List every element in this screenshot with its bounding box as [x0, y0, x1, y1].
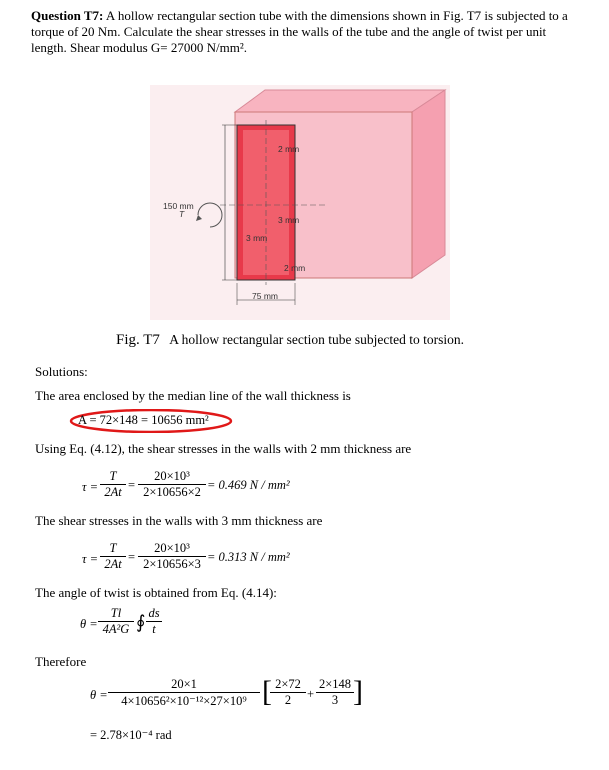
stress3-result: = 0.313 N / mm²	[207, 550, 290, 564]
twist-den: 4A²G	[102, 622, 130, 636]
twist-frac	[98, 606, 134, 637]
bracket-frac2	[316, 677, 354, 708]
solutions-heading: Solutions:	[35, 364, 88, 379]
caption-label: Fig. T7	[116, 332, 160, 348]
stress3-frac2	[138, 541, 206, 572]
twist-calc-lhs: θ =	[90, 688, 108, 702]
stress3-f1-num: T	[100, 541, 126, 557]
question-text: A hollow rectangular section tube with the dimensions shown in Fig. T7 is subjected to a torque of 20 Nm. Calculate the shear stresses in the walls of the tube and the angle of twist per unit length. Shear modulus G= 27000 N/mm².	[31, 8, 568, 55]
figure-tube	[150, 85, 450, 320]
bracket-frac1	[270, 677, 306, 708]
area-equation: A = 72×148 = 10656 mm²	[78, 413, 209, 427]
twist-lhs: θ =	[80, 617, 98, 631]
stress2-intro: Using Eq. (4.12), the shear stresses in the walls with 2 mm thickness are	[35, 441, 412, 456]
stress2-f1-den: 2At	[104, 485, 122, 499]
stress3-frac1	[100, 541, 126, 572]
dim-label-75mm: 75 mm	[252, 291, 278, 301]
stress2-result: = 0.469 N / mm²	[207, 478, 290, 492]
integral-frac	[146, 606, 162, 637]
final-result: = 2.78×10⁻⁴ rad	[90, 728, 172, 742]
twist-calc-frac	[108, 677, 260, 709]
dim-label-bottom-2mm: 2 mm	[284, 263, 306, 273]
contour-integral: ∮	[136, 612, 146, 632]
twist-formula	[80, 606, 280, 642]
stress2-lhs: τ =	[82, 480, 99, 494]
stress2-f2-num: 20×10³	[138, 469, 206, 485]
question-paragraph	[31, 8, 579, 56]
bracket-frac1-den: 2	[284, 693, 292, 707]
torque-label: T	[179, 209, 185, 219]
bracket-frac2-num: 2×148	[316, 677, 354, 693]
area-intro: The area enclosed by the median line of the wall thickness is	[35, 388, 351, 403]
dim-label-right-3mm: 3 mm	[278, 215, 300, 225]
stress2-frac1	[100, 469, 126, 500]
stress3-lhs: τ =	[82, 552, 99, 566]
twist-calc-den: 4×10656²×10⁻¹²×27×10⁹	[121, 694, 247, 708]
stress2-f1-num: T	[100, 469, 126, 485]
caption-text: A hollow rectangular section tube subjected to torsion.	[169, 332, 464, 347]
twist-calc-num: 20×1	[108, 677, 260, 693]
dim-label-top-2mm: 2 mm	[278, 144, 300, 154]
stress3-f1-den: 2At	[104, 557, 122, 571]
twist-intro: The angle of twist is obtained from Eq. (4.14):	[35, 585, 277, 600]
dim-label-left-3mm: 3 mm	[246, 233, 268, 243]
stress3-f2-num: 20×10³	[138, 541, 206, 557]
stress3-intro: The shear stresses in the walls with 3 mm thickness are	[35, 513, 323, 528]
stress2-f2-den: 2×10656×2	[143, 485, 201, 499]
twist-calc: θ = $\frac{20\times 1}{\text{4×10656²×10⁻¹²×27×10⁹}}$ [ $\frac{2\times 72}{2}$ + $\frac{2\times 148}{3}$ ]	[90, 675, 363, 708]
stress3-f2-den: 2×10656×3	[143, 557, 201, 571]
twist-num: Tl	[98, 606, 134, 622]
figure-caption	[116, 332, 464, 349]
therefore-label: Therefore	[35, 654, 87, 669]
stress3-equation: τ = $\frac{T}{2At}$ = $\frac{\text{20×10³}}{2\times 10656\times 3}$ = 0.313 N / mm²	[82, 541, 290, 571]
area-equation-box	[69, 409, 233, 433]
plus-sign: +	[307, 687, 315, 701]
stress2-equation: τ = $\frac{T}{2At}$ = $\frac{\text{20×10³}}{2\times 10656\times 2}$ = 0.469 N / mm²	[82, 469, 290, 499]
dim-label-150mm: 150 mm	[163, 201, 194, 211]
integral-num: ds	[146, 606, 162, 622]
stress2-frac2	[138, 469, 206, 500]
question-label: Question T7:	[31, 8, 104, 23]
bracket-frac2-den: 3	[331, 693, 339, 707]
bracket-frac1-num: 2×72	[270, 677, 306, 693]
integral-den: t	[152, 622, 156, 636]
tube-diagram	[150, 85, 450, 320]
